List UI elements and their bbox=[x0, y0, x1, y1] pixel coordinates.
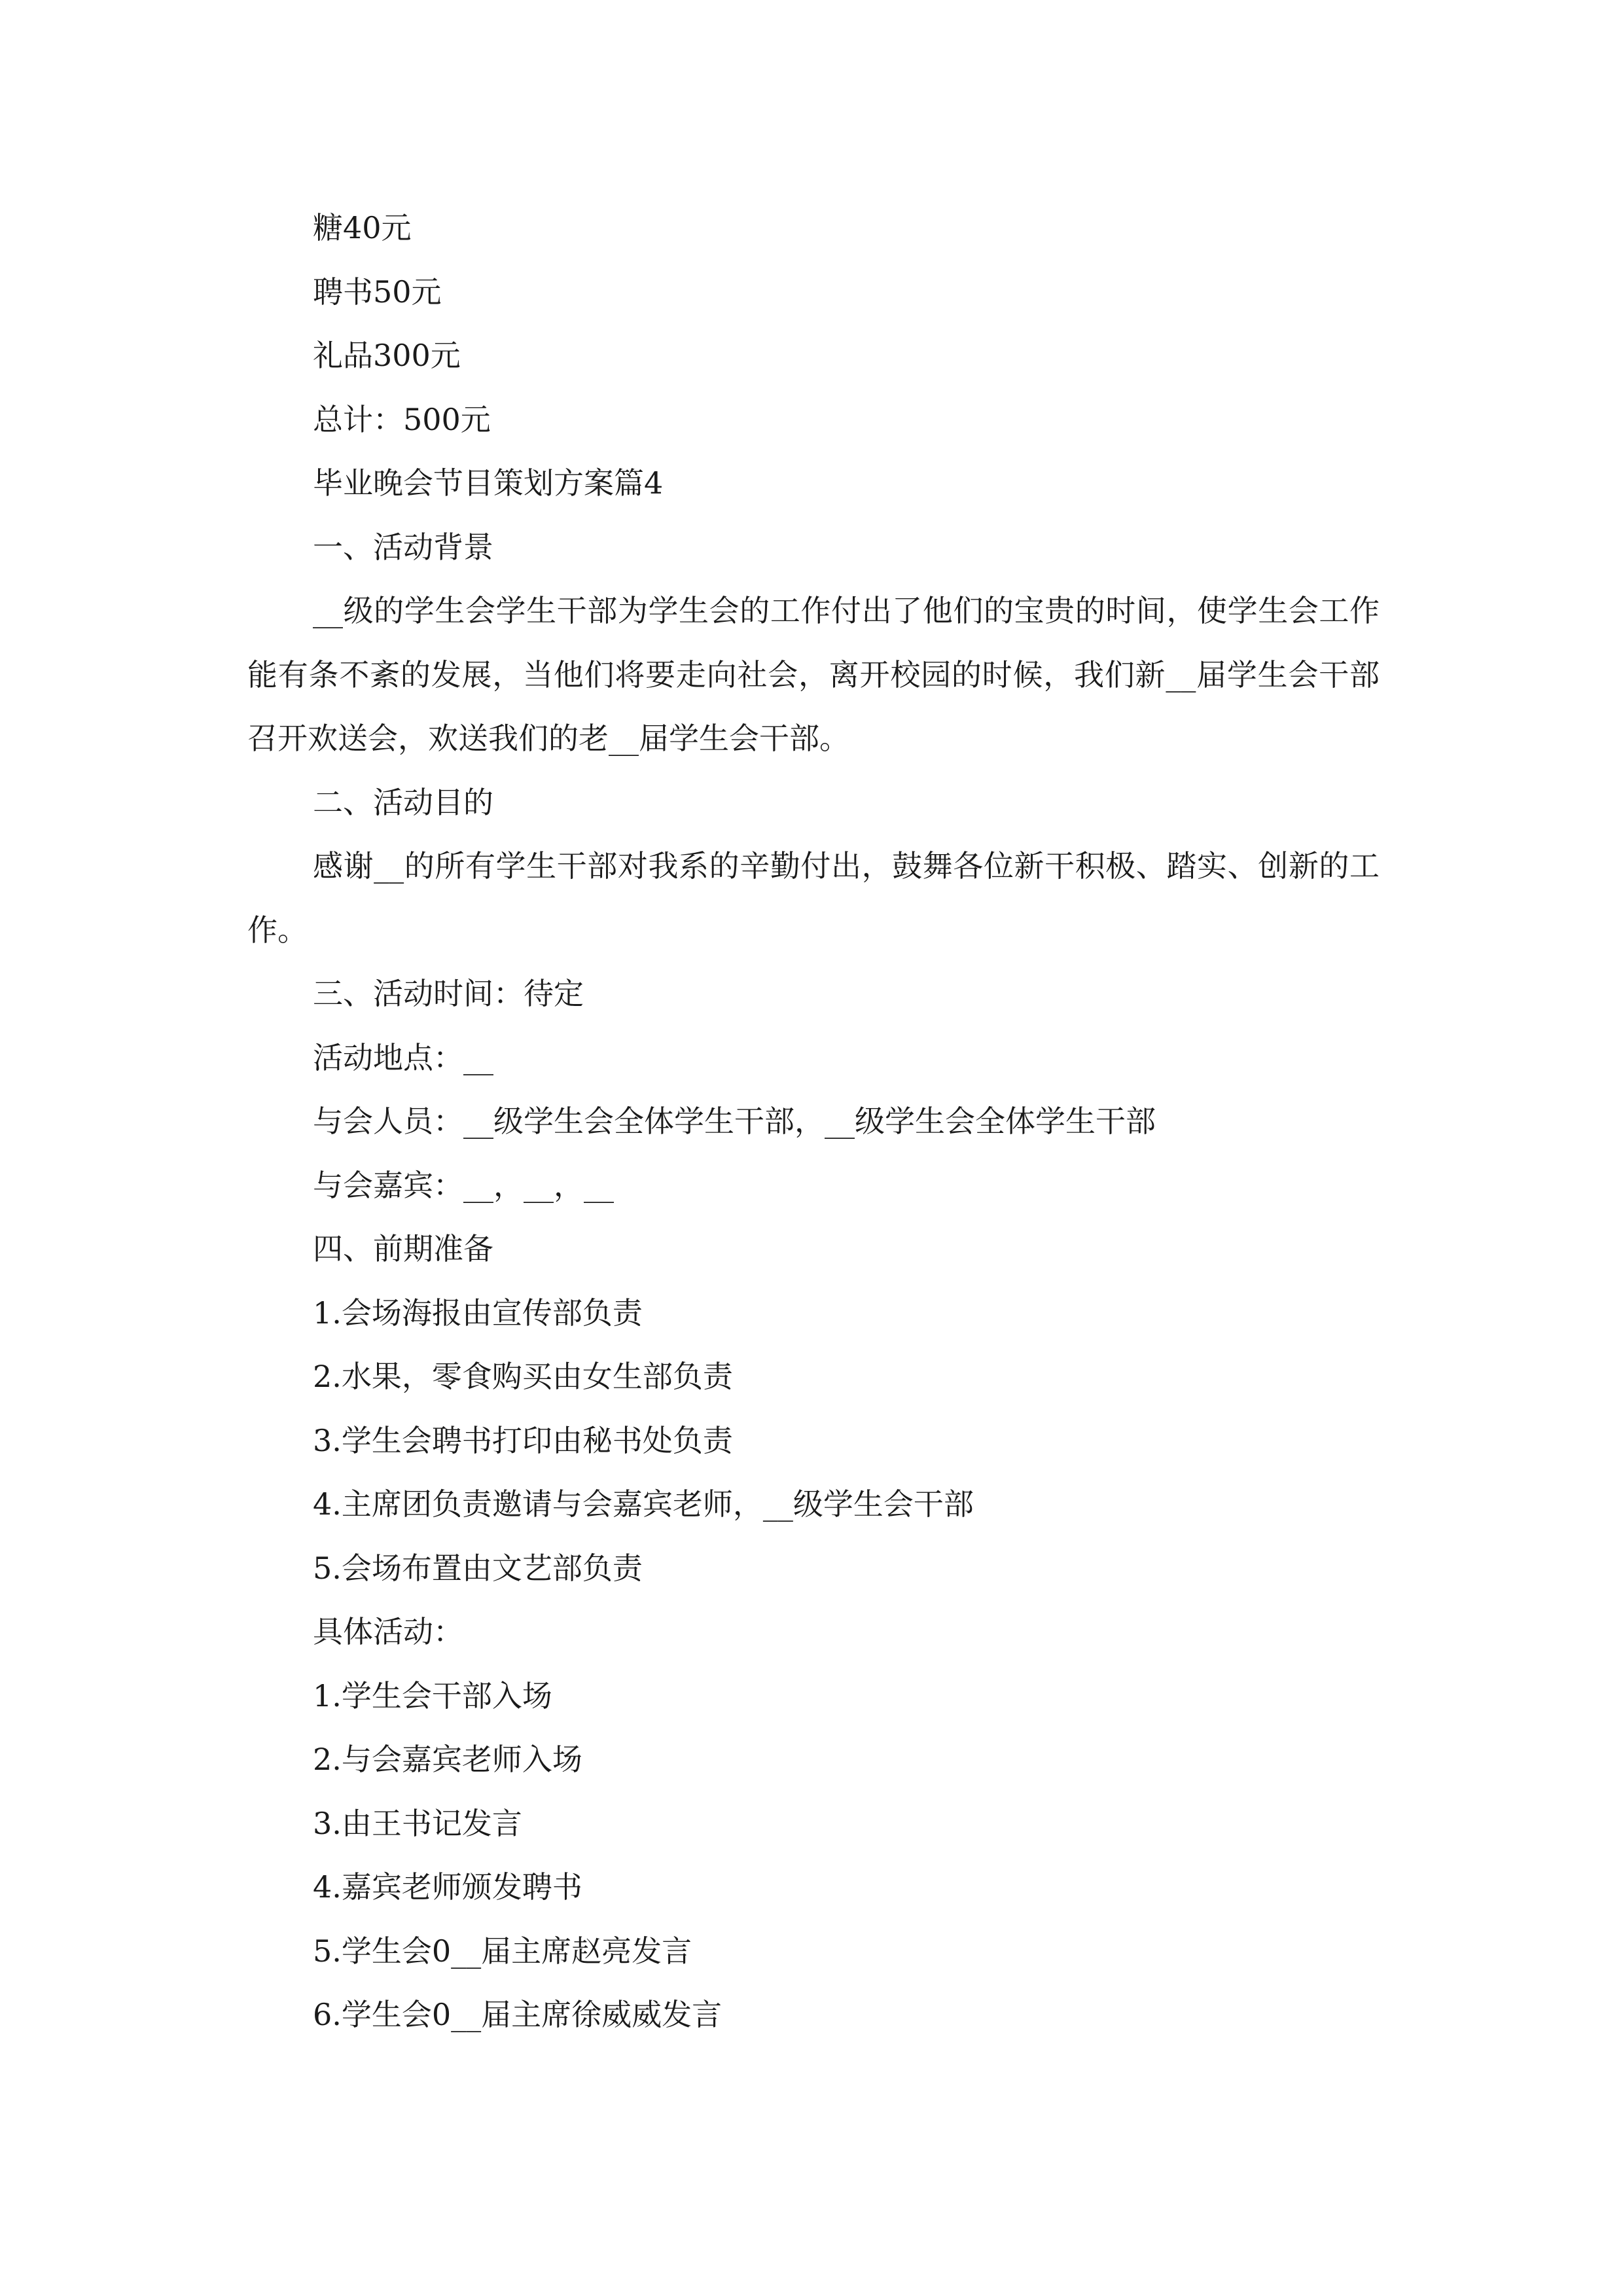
list-item: 1.会场海报由宣传部负责 bbox=[313, 1295, 643, 1331]
list-item: 2.水果，零食购买由女生部负责 bbox=[313, 1359, 733, 1394]
document-body bbox=[247, 196, 1380, 2047]
list-item: 1.学生会干部入场 bbox=[313, 1677, 552, 1713]
list-item: 5.会场布置由文艺部负责 bbox=[313, 1550, 643, 1586]
list-item: 2.与会嘉宾老师入场 bbox=[313, 1742, 582, 1777]
list-item: 4.嘉宾老师颁发聘书 bbox=[313, 1869, 582, 1905]
text-line-certificate: 聘书50元 bbox=[313, 274, 442, 310]
list-item: 4.主席团负责邀请与会嘉宾老师，__级学生会干部 bbox=[313, 1486, 974, 1522]
heading-activities: 具体活动： bbox=[313, 1614, 463, 1649]
purpose-paragraph: 感谢__的所有学生干部对我系的辛勤付出，鼓舞各位新干积极、踏实、创新的工作。 bbox=[247, 848, 1380, 948]
list-item: 6.学生会0__届主席徐威威发言 bbox=[313, 1997, 722, 2032]
heading-purpose: 二、活动目的 bbox=[313, 784, 493, 820]
text-line-attendees: 与会人员：__级学生会全体学生干部，__级学生会全体学生干部 bbox=[313, 1103, 1156, 1139]
list-item: 5.学生会0__届主席赵亮发言 bbox=[313, 1933, 692, 1969]
heading-preparation: 四、前期准备 bbox=[313, 1231, 493, 1266]
section-title: 毕业晚会节目策划方案篇4 bbox=[313, 465, 664, 501]
text-line-gifts: 礼品300元 bbox=[313, 338, 461, 373]
list-item: 3.学生会聘书打印由秘书处负责 bbox=[313, 1422, 733, 1458]
text-line-time: 三、活动时间：待定 bbox=[313, 976, 584, 1011]
text-line-total: 总计：500元 bbox=[313, 401, 491, 437]
background-paragraph: __级的学生会学生干部为学生会的工作付出了他们的宝贵的时间，使学生会工作能有条不紊的发展，当他们将要走向社会，离开校园的时候，我们新__届学生会干部召开欢送会，欢送我们的老__届学生会干部。 bbox=[247, 593, 1380, 756]
text-line-candy: 糖40元 bbox=[313, 210, 412, 245]
text-line-guests: 与会嘉宾：__，__，__ bbox=[313, 1167, 614, 1203]
heading-background: 一、活动背景 bbox=[313, 529, 493, 565]
list-item: 3.由王书记发言 bbox=[313, 1805, 522, 1841]
text-line-location: 活动地点：__ bbox=[313, 1039, 493, 1075]
